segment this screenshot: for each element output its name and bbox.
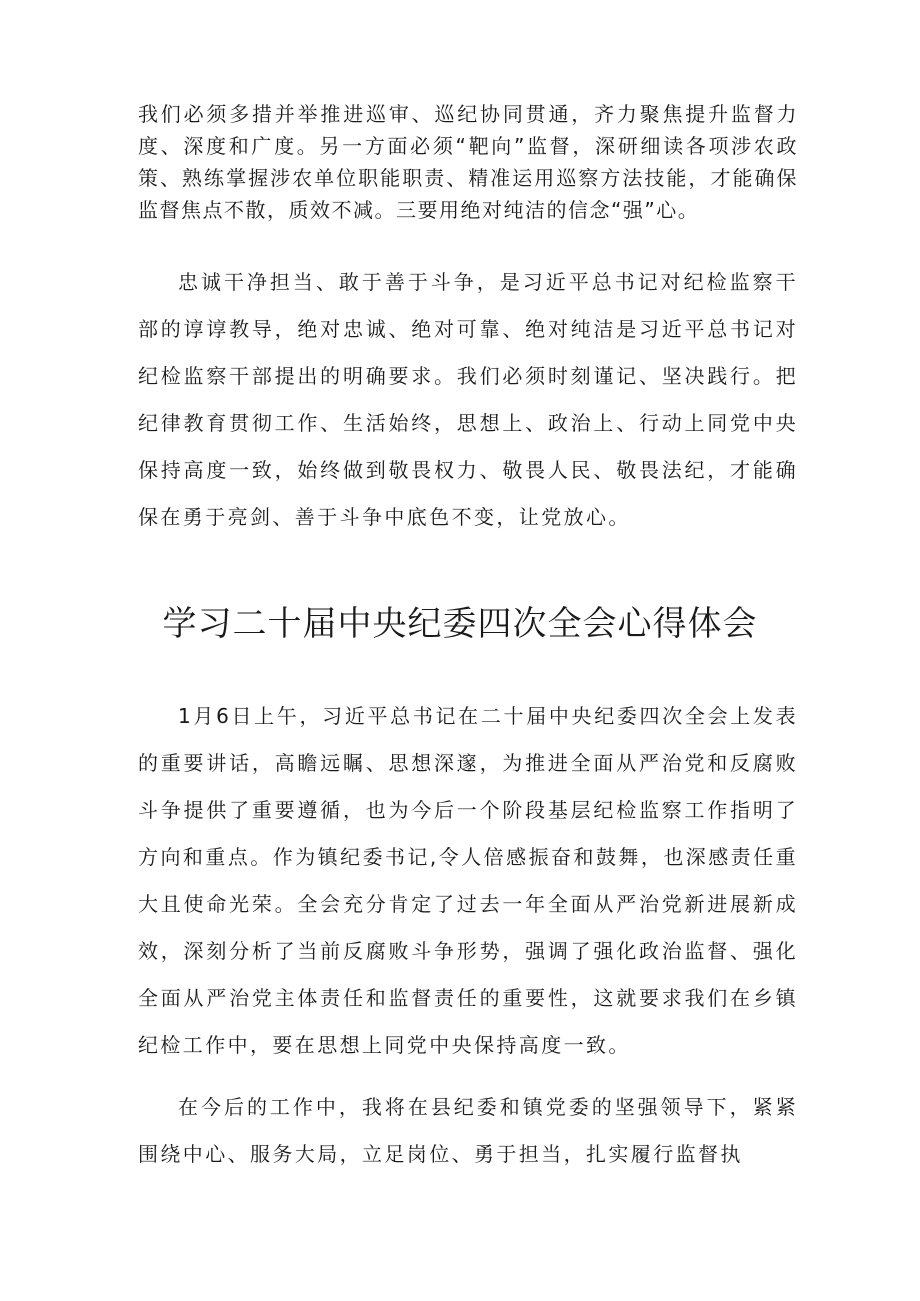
paragraph-future-work: 在今后的工作中，我将在县纪委和镇党委的坚强领导下，紧紧围绕中心、服务大局，立足岗位、勇于担当，扎实履行监督执 [138,1095,798,1166]
article-title: 学习二十届中央纪委四次全会心得体会 [162,604,758,644]
paragraph-continued: 我们必须多措并举推进巡审、巡纪协同贯通，齐力聚焦提升监督力度、深度和广度。另一方面必须“靶向”监督，深研细读各项涉农政策、熟练掌握涉农单位职能职责、精准运用巡察方法技能，才能确保监督焦点不散，质效不减。三要用绝对纯洁的信念“强”心。 [138,102,798,222]
paragraph-speech: 1月6日上午，习近平总书记在二十届中央纪委四次全会上发表的重要讲话，高瞻远瞩、思想深邃，为推进全面从严治党和反腐败斗争提供了重要遵循，也为今后一个阶段基层纪检监察工作指明了方向和重点。作为镇纪委书记,令人倍感振奋和鼓舞，也深感责任重大且使命光荣。全会充分肯定了过去一年全面从严治党新进展新成效，深刻分析了当前反腐败斗争形势，强调了强化政治监督、强化全面从严治党主体责任和监督责任的重要性，这就要求我们在乡镇纪检工作中，要在思想上同党中央保持高度一致。 [138,704,798,1057]
paragraph-loyalty: 忠诚干净担当、敢于善于斗争，是习近平总书记对纪检监察干部的谆谆教导，绝对忠诚、绝对可靠、绝对纯洁是习近平总书记对纪检监察干部提出的明确要求。我们必须时刻谨记、坚决践行。把纪律教育贯彻工作、生活始终，思想上、政治上、行动上同党中央保持高度一致，始终做到敬畏权力、敬畏人民、敬畏法纪，才能确保在勇于亮剑、善于斗争中底色不变，让党放心。 [138,270,798,529]
